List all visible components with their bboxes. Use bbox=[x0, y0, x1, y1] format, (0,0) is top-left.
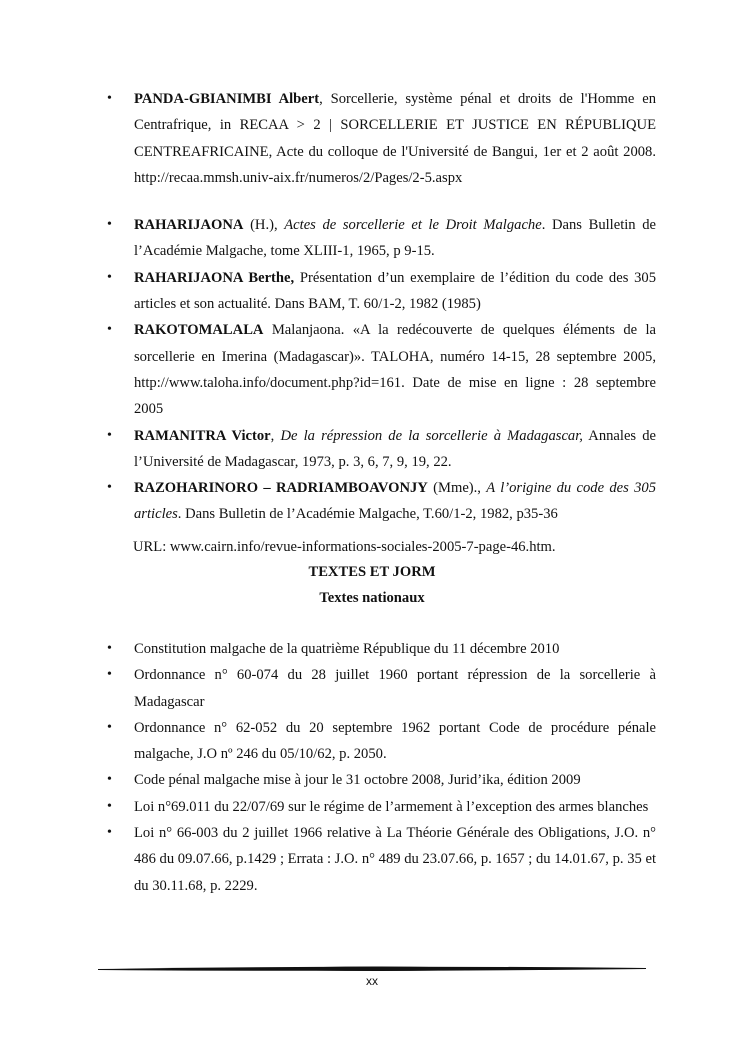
reference-author: RAZOHARINORO – RADRIAMBOAVONJY bbox=[134, 480, 428, 497]
bullet-icon: • bbox=[107, 91, 112, 106]
reference-item: • RAMANITRA Victor, De la répression de la sorcellerie à Madagascar, Annales de l’Université de Madagascar, 1973, p. 3, 6, 7, 9, 19, 22. bbox=[107, 423, 656, 476]
bullet-icon: • bbox=[107, 772, 112, 788]
reference-title: A l’origine du code des 305 articles bbox=[134, 480, 656, 523]
text-item-label: Code pénal malgache mise à jour le 31 octobre 2008, Jurid’ika, édition 2009 bbox=[134, 772, 581, 789]
reference-item bbox=[107, 317, 656, 422]
reference-author: RAHARIJAONA Berthe, bbox=[134, 269, 295, 286]
footer-divider bbox=[98, 963, 646, 973]
reference-author: RAHARIJAONA bbox=[134, 217, 244, 234]
bullet-icon: • bbox=[107, 798, 112, 814]
bullet-icon: • bbox=[107, 480, 112, 496]
subsection-heading: Textes nationaux bbox=[319, 590, 425, 606]
bullet-icon: • bbox=[107, 641, 112, 656]
text-item-label: Loi n° 66-003 du 2 juillet 1966 relative à La Théorie Générale des Obligations, J.O. n° 486 du 09.07.66, p.1429 ; Errata : J.O. n° 489 du 23.07.66, p. 1657 ; du 14.01.67, p. 35 et du 30.11.68, p. 2229. bbox=[134, 825, 656, 894]
bullet-icon: • bbox=[107, 427, 112, 443]
reference-title: De la répression de la sorcellerie à Madagascar, bbox=[280, 427, 583, 444]
bullet-icon: • bbox=[107, 719, 112, 735]
text-item-label: Constitution malgache de la quatrième République du 11 décembre 2010 bbox=[134, 641, 560, 657]
text-item bbox=[107, 636, 656, 662]
reference-title: Actes de sorcellerie et le Droit Malgache bbox=[284, 217, 542, 234]
reference-text: Présentation d’un exemplaire de l’édition du code des 305 articles et son actualité. Dans BAM, T. 60/1-2, 1982 (1985) bbox=[134, 269, 656, 313]
page-number: xx bbox=[366, 974, 378, 988]
bullet-icon: • bbox=[107, 667, 112, 683]
reference-item bbox=[107, 265, 656, 318]
bibliography-list bbox=[107, 86, 656, 528]
text-item bbox=[107, 767, 656, 793]
reference-author: PANDA-GBIANIMBI Albert bbox=[134, 91, 320, 107]
reference-url: URL: www.cairn.info/revue-informations-sociales-2005-7-page-46.htm. bbox=[133, 539, 556, 555]
section-heading: TEXTES ET JORM bbox=[308, 564, 436, 580]
reference-author: RAMANITRA Victor bbox=[134, 427, 271, 444]
reference-text: Sorcellerie, système pénal et droits de l'Homme en Centrafrique, in RECAA > 2 | SORCELLERIE ET JUSTICE EN RÉPUBLIQUE CENTREAFRICAINE, Acte du colloque de l'Université de Bangui, 1er et 2 août 2008. http://recaa.mmsh.univ-aix.fr/numeros/2/Pages/2-5.aspx bbox=[134, 91, 656, 186]
text-item bbox=[107, 715, 656, 768]
text-item bbox=[107, 662, 656, 715]
text-item-label: Ordonnance n° 60-074 du 28 juillet 1960 portant répression de la sorcellerie à Madagascar bbox=[134, 667, 656, 710]
national-texts-list bbox=[107, 636, 656, 899]
text-item-label: Ordonnance n° 62-052 du 20 septembre 1962 portant Code de procédure pénale malgache, J.O nº 246 du 05/10/62, p. 2050. bbox=[134, 719, 656, 763]
text-item-label: Loi n°69.011 du 22/07/69 sur le régime de l’armement à l’exception des armes blanches bbox=[134, 798, 649, 815]
reference-text: Malanjaona. «A la redécouverte de quelques éléments de la sorcellerie en Imerina (Madagascar)». TALOHA, numéro 14-15, 28 septembre 2005, http://www.taloha.info/document.php?id=161. Date de mise en ligne : 28 septembre 2005 bbox=[134, 322, 656, 418]
reference-item: • PANDA-GBIANIMBI Albert, Sorcellerie, système pénal et droits de l'Homme en Centrafrique, in RECAA > 2 | SORCELLERIE ET JUSTICE EN RÉPUBLIQUE CENTREAFRICAINE, Acte du colloque de l'Université de Bangui, 1er et 2 août 2008. http://recaa.mmsh.univ-aix.fr/numeros/2/Pages/2-5.aspx bbox=[107, 86, 656, 191]
bullet-icon: • bbox=[107, 825, 112, 841]
reference-item: • RAHARIJAONA (H.), Actes de sorcellerie et le Droit Malgache. Dans Bulletin de l’Académie Malgache, tome XLIII-1, 1965, p 9-15. bbox=[107, 212, 656, 265]
reference-item: • RAZOHARINORO – RADRIAMBOAVONJY (Mme)., A l’origine du code des 305 articles. Dans Bulletin de l’Académie Malgache, T.60/1-2, 1982, p35-36 bbox=[107, 475, 656, 528]
reference-author: RAKOTOMALALA bbox=[134, 322, 264, 339]
text-item bbox=[107, 820, 656, 899]
text-item bbox=[107, 794, 656, 820]
bullet-icon: • bbox=[107, 269, 112, 285]
bullet-icon: • bbox=[107, 322, 112, 338]
bullet-icon: • bbox=[107, 217, 112, 233]
